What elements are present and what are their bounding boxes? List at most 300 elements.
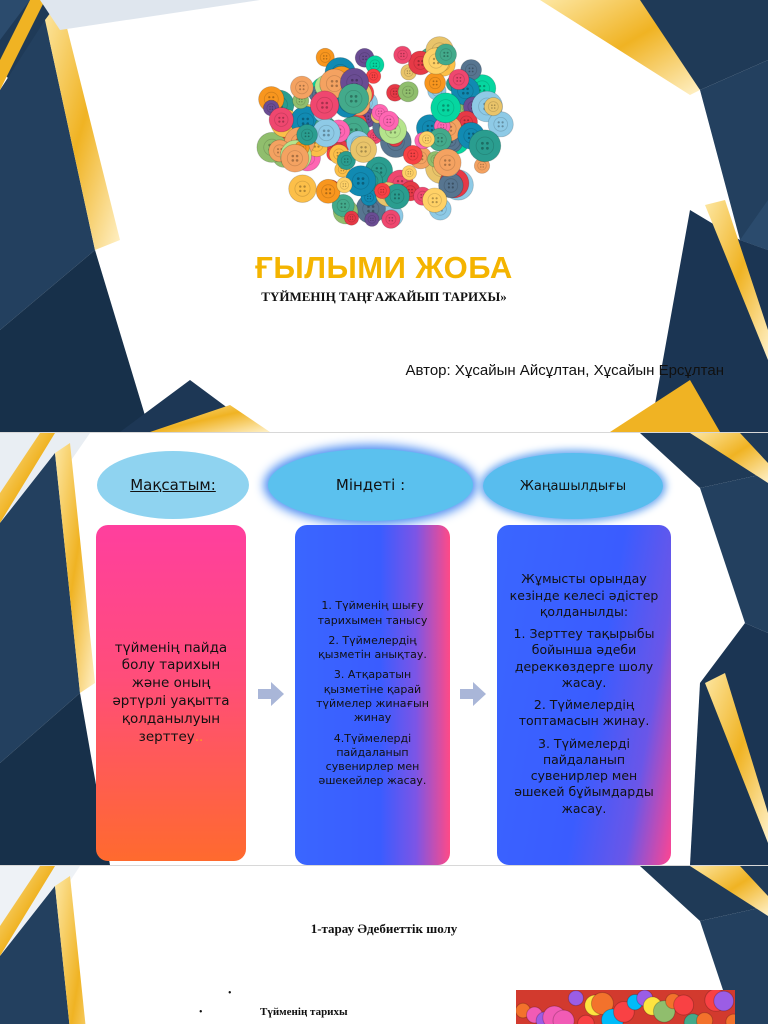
button-hole [373,137,374,138]
button-shape [338,84,368,114]
button-shape [697,1013,713,1024]
button-hole [272,109,273,110]
button-hole [425,140,426,141]
button-hole [397,180,399,182]
button-hole [436,197,438,199]
button-hole [380,191,381,192]
button-hole [401,180,403,182]
button-shape [419,131,435,147]
right-arrow-icon [460,681,486,707]
novelty-card [497,525,671,865]
button-hole [296,155,299,158]
button-hole [389,217,391,219]
button-hole [494,107,496,109]
button-hole [278,121,280,123]
button-hole [282,121,284,123]
button-hole [278,117,280,119]
button-hole [347,158,349,160]
button-hole [326,106,329,109]
button-hole [321,102,324,105]
button-hole [400,56,402,58]
button-hole [386,122,388,124]
button-hole [308,132,310,134]
button-hole [400,53,402,55]
button-shape [281,144,309,172]
button-hole [442,109,445,112]
button-hole [444,159,446,161]
button-hole [394,131,396,133]
button-shape [291,76,314,99]
button-hole [378,111,379,112]
button-hole [325,188,327,190]
button-hole [347,161,349,163]
button-hole [357,182,360,185]
button-hole [483,166,484,167]
button-hole [367,210,370,213]
task-item: 1. Түйменің шығу тарихымен танысу [317,599,428,627]
button-hole [301,101,302,102]
button-hole [466,88,469,91]
button-hole [362,59,364,61]
button-hole [326,102,329,105]
button-hole [268,96,270,98]
button-hole [398,197,400,199]
button-hole [308,136,310,138]
button-shape [398,82,418,102]
button-hole [367,118,369,120]
novelty-item: 3. Түймелерді пайдаланып сувенирлер мен әшекей бұйымдарды жасау. [514,735,654,816]
button-hole [433,84,435,86]
button-hole [277,148,279,150]
button-hole [486,147,489,150]
button-hole [303,190,305,192]
chapter-title: 1-тарау Әдебиеттік шолу [310,921,458,936]
button-hole [398,193,400,195]
button-shape [337,177,352,192]
button-shape [568,991,583,1006]
button-hole [432,197,434,199]
button-hole [441,137,443,139]
button-hole [378,113,379,114]
button-hole [433,58,435,60]
button-hole [355,95,358,98]
button-hole [413,153,415,155]
button-hole [372,205,375,208]
button-hole [331,85,334,88]
tasks-header: Міндеті : [268,449,473,521]
button-hole [327,134,330,137]
button-hole [325,192,327,194]
button-shape [714,991,734,1011]
button-hole [447,55,449,57]
button-hole [433,62,435,64]
button-hole [350,128,353,131]
button-hole [374,77,375,78]
button-hole [464,119,466,121]
button-hole [437,141,439,143]
button-hole [411,192,413,194]
button-hole [440,124,441,125]
button-hole [303,88,305,90]
button-shape [379,111,399,131]
button-hole [317,146,319,148]
button-hole [344,206,346,208]
button-hole [472,67,474,69]
button-hole [352,219,353,220]
button-hole [383,191,384,192]
button-hole [376,65,378,67]
button-hole [394,197,396,199]
button-hole [343,170,344,171]
button-hole [407,70,408,71]
button-hole [483,164,484,165]
button-hole [418,64,420,66]
button-hole [448,183,450,185]
button-hole [351,79,354,82]
button-hole [323,134,326,137]
button-hole [344,203,346,205]
novelty-item: 2. Түймелердің топтамасын жинау. [518,697,650,729]
button-hole [427,137,428,138]
button-hole [447,52,449,54]
button-shape [374,183,390,199]
button-hole [345,183,346,184]
button-hole [323,130,326,133]
button-hole [282,117,284,119]
button-hole [427,125,429,127]
button-hole [396,91,398,93]
project-subtitle: ТҮЙМЕНІҢ ТАҢҒАЖАЙЫП ТАРИХЫ» [261,289,507,304]
button-shape [674,995,694,1015]
button-hole [469,71,471,73]
button-hole [491,107,493,109]
button-hole [367,196,368,197]
button-hole [462,92,465,95]
button-hole [299,88,301,90]
button-hole [335,80,338,83]
button-hole [326,58,328,60]
button-hole [408,173,409,174]
button-hole [390,131,392,133]
button-shape [297,124,318,145]
button-hole [341,170,342,171]
button-hole [486,142,489,145]
button-hole [443,52,445,54]
button-hole [376,167,378,169]
button-hole [389,220,391,222]
button-hole [427,140,428,141]
button-hole [341,206,343,208]
button-hole [456,77,458,79]
button-hole [442,104,445,107]
button-hole [452,186,454,188]
button-hole [337,152,339,154]
right-arrow-icon [258,681,284,707]
button-hole [365,59,367,61]
button-hole [386,119,388,121]
button-hole [409,89,411,91]
button-shape [484,98,502,116]
button-hole [481,147,484,150]
button-shape [449,69,469,89]
button-hole [292,159,295,162]
button-hole [460,77,462,79]
button-hole [389,122,391,124]
button-shape [394,46,412,64]
button-hole [410,171,411,172]
button-hole [393,93,395,95]
goal-card [96,525,246,861]
button-hole [432,201,434,203]
button-hole [299,101,300,102]
task-item: 3. Атқаратын қызметіне қарай түймелер жинағын жинау [316,668,429,725]
button-shape [469,130,501,162]
button-hole [433,80,435,82]
button-hole [380,189,381,190]
button-hole [303,85,305,87]
button-hole [448,164,450,166]
button-hole [393,91,395,93]
button-shape [431,93,461,123]
button-hole [436,201,438,203]
button-hole [425,137,426,138]
button-hole [370,196,371,197]
button-hole [410,173,411,174]
button-hole [376,63,378,65]
button-shape [289,175,317,203]
button-hole [321,106,324,109]
button-hole [392,220,394,222]
buttons-photo [516,990,735,1024]
button-hole [372,77,373,78]
button-hole [406,92,408,94]
button-hole [269,106,270,107]
button-shape [350,136,376,162]
button-hole [494,104,496,106]
button-shape [365,212,379,226]
button-hole [367,115,369,117]
button-hole [277,152,279,154]
button-hole [350,216,351,217]
button-hole [450,130,452,132]
button-hole [362,177,365,180]
button-hole [350,100,353,103]
novelty-header: Жаңашылдығы [483,453,663,519]
button-hole [296,159,299,162]
button-hole [498,125,500,127]
button-hole [436,80,438,82]
button-hole [272,96,274,98]
button-hole [327,130,330,133]
button-hole [407,73,408,74]
button-hole [443,127,444,128]
button-hole [437,137,439,139]
button-shape [402,166,417,181]
button-hole [343,183,344,184]
button-hole [344,161,346,163]
button-hole [392,217,394,219]
button-hole [350,95,353,98]
button-hole [365,56,367,58]
tasks-card [295,525,450,865]
button-hole [420,194,422,196]
button-hole [303,185,305,187]
button-hole [381,111,382,112]
button-hole [447,109,450,112]
button-hole [345,186,346,187]
goals-slide [0,433,768,865]
button-hole [396,93,398,95]
button-hole [441,141,443,143]
button-hole [375,137,376,138]
button-hole [352,216,353,217]
project-title: ҒЫЛЫМИ ЖОБА [255,250,513,285]
button-hole [408,171,409,172]
button-hole [362,182,365,185]
button-hole [456,80,458,82]
button-hole [292,155,295,158]
button-hole [357,177,360,180]
button-hole [362,56,364,58]
button-hole [372,218,373,219]
button-shape [435,44,456,65]
button-hole [343,186,344,187]
button-hole [452,183,454,185]
button-hole [326,55,328,57]
task-item: 4.Түймелерді пайдаланып сувенирлер мен әшекейлер жасау. [318,731,427,788]
button-hole [460,80,462,82]
history-label: Түйменің тарихы [260,1006,348,1018]
button-hole [480,166,481,167]
button-hole [394,193,396,195]
button-hole [299,185,301,187]
goal-text: түйменің пайда болу тарихын және оның әртүрлі уақытта қолданылуын зерттеу [112,639,230,745]
button-hole [443,124,444,125]
button-hole [403,56,405,58]
goal-dots: .. [194,728,204,745]
button-hole [305,136,307,138]
button-hole [331,80,334,83]
button-hole [364,150,366,152]
button-hole [372,74,373,75]
button-hole [444,164,446,166]
button-hole [420,197,422,199]
button-hole [502,125,504,127]
button-hole [409,73,410,74]
button-hole [403,53,405,55]
colorful-buttons-image [253,22,515,230]
button-hole [443,55,445,57]
button-shape [403,145,422,164]
button-hole [498,121,500,123]
button-hole [409,70,410,71]
button-hole [372,220,373,221]
button-hole [380,167,382,169]
button-hole [447,104,450,107]
button-shape [423,188,447,212]
bullet-marker: • [228,988,232,999]
button-shape [382,210,400,228]
button-hole [364,146,366,148]
button-hole [469,67,471,69]
literature-slide [0,866,768,1024]
button-hole [468,133,470,135]
button-hole [335,85,338,88]
button-hole [483,85,485,87]
button-hole [481,142,484,145]
button-hole [323,58,325,60]
goal-text-block [106,640,236,747]
novelty-item: 1. Зерттеу тақырыбы бойынша әдеби дереккөздерге шолу жасау. [513,626,655,690]
button-hole [344,158,346,160]
button-hole [466,92,469,95]
button-hole [302,118,305,121]
button-hole [323,55,325,57]
button-hole [370,198,371,199]
button-hole [299,85,301,87]
button-shape [310,91,339,120]
button-shape [269,108,293,132]
button-hole [436,84,438,86]
button-shape [425,73,446,94]
button-hole [502,121,504,123]
button-hole [448,186,450,188]
button-hole [360,150,362,152]
button-hole [272,106,273,107]
button-hole [360,146,362,148]
button-hole [409,92,411,94]
button-hole [472,71,474,73]
novelty-intro: Жұмысты орындау кезінде келесі әдістер қолданылды: [509,571,659,619]
button-hole [491,104,493,106]
button-hole [467,119,469,121]
button-hole [341,203,343,205]
button-hole [383,189,384,190]
task-item: 2. Түймелердің қызметін анықтау. [318,633,427,662]
button-hole [269,109,270,110]
button-hole [480,164,481,165]
button-hole [329,188,331,190]
goal-header: Мақсатым: [97,451,249,519]
button-hole [355,100,358,103]
button-hole [468,137,470,139]
title-slide [0,0,768,432]
button-hole [411,189,413,191]
button-hole [373,65,375,67]
button-hole [373,63,375,65]
button-hole [380,171,382,173]
button-hole [410,153,412,155]
button-hole [329,192,331,194]
button-hole [448,159,450,161]
button-hole [350,219,351,220]
button-shape [434,149,462,177]
button-hole [418,60,420,62]
button-hole [431,125,433,127]
button-shape [316,179,340,203]
button-hole [370,220,371,221]
button-shape [344,211,358,225]
bullet-marker: • [199,1007,203,1018]
button-hole [299,190,301,192]
button-hole [413,155,415,157]
button-hole [305,132,307,134]
button-hole [370,218,371,219]
button-hole [355,79,358,82]
button-hole [306,118,309,121]
button-hole [389,119,391,121]
button-hole [374,74,375,75]
